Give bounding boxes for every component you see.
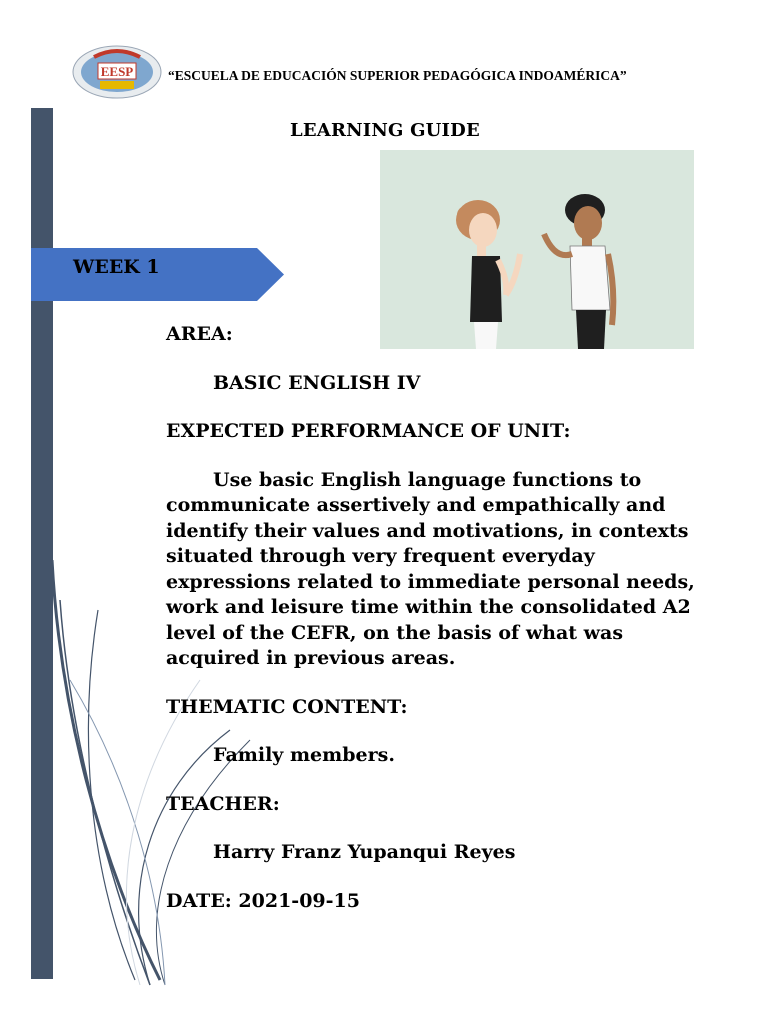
thematic-heading: THEMATIC CONTENT: xyxy=(166,695,408,718)
school-name: “ESCUELA DE EDUCACIÓN SUPERIOR PEDAGÓGICA INDOAMÉRICA” xyxy=(168,68,627,83)
teacher-value: Harry Franz Yupanqui Reyes xyxy=(213,841,516,863)
performance-heading: EXPECTED PERFORMANCE OF UNIT: xyxy=(166,420,571,442)
logo-text: EESP xyxy=(100,64,134,79)
conversation-illustration xyxy=(380,150,694,349)
performance-text: Use basic English language functions to communicate assertively and empathically and identify their values and motivations, in contexts situated through very frequent everyday expressions related to immediate personal needs, work and leisure time within the consolidated A2 level of the CEFR, on the basis of what was acquired in previous areas. xyxy=(166,468,695,669)
guide-content xyxy=(166,322,706,937)
week-label: WEEK 1 xyxy=(73,256,160,278)
page-title: LEARNING GUIDE xyxy=(290,120,480,141)
teacher-heading: TEACHER: xyxy=(166,792,280,815)
area-value: BASIC ENGLISH IV xyxy=(213,371,421,394)
school-logo xyxy=(72,45,162,99)
area-heading: AREA: xyxy=(166,323,233,345)
thematic-value: Family members. xyxy=(213,744,395,766)
date-line: DATE: 2021-09-15 xyxy=(166,889,360,912)
